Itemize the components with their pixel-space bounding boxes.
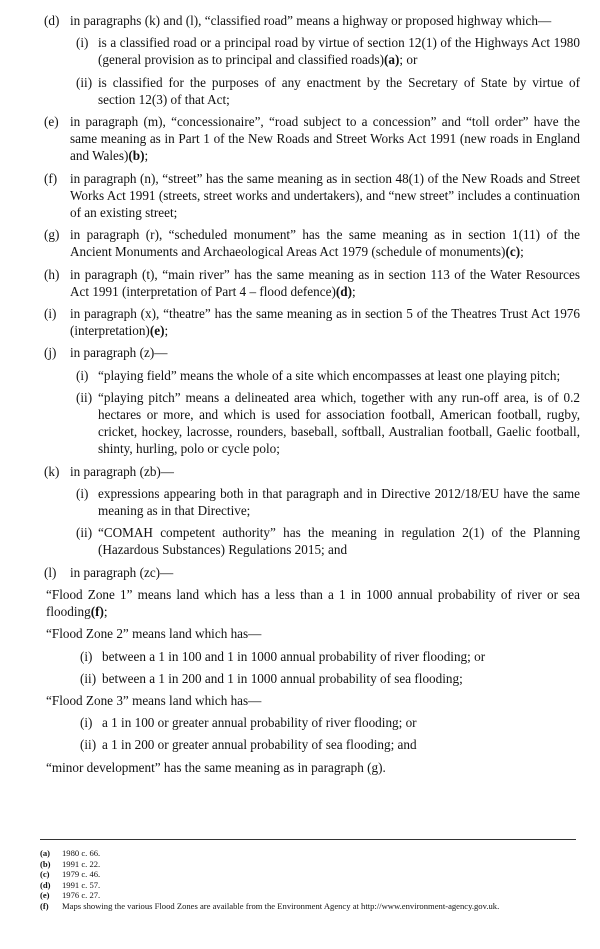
footnote-a (40, 848, 576, 859)
footnote-ref-d[interactable]: (d) (335, 283, 352, 299)
subparagraph-text: expressions appearing both in that paragraph and in Directive 2012/18/EU have the same meaning as in that Directive; (98, 485, 580, 519)
subparagraph-k-i (40, 485, 580, 519)
paragraph-f (40, 170, 580, 222)
paragraph-g (40, 226, 580, 260)
footnote-c (40, 869, 576, 880)
footnote-text: 1976 c. 27. (62, 890, 101, 901)
subparagraph-j-i (40, 367, 580, 384)
footnote-text: 1991 c. 57. (62, 879, 101, 890)
paragraph-h (40, 266, 580, 300)
footnote-label: (e) (40, 890, 50, 901)
paragraph-text: in paragraph (m), “concessionaire”, “road subject to a concession” and “toll order” have the same meaning as in Part 1 of the New Roads and Street Works Act 1991 (new roads in England and Wales) (70, 114, 580, 164)
paragraph-label: (f) (44, 170, 58, 186)
footnote-label: (c) (40, 869, 50, 880)
paragraph-label: (i) (44, 306, 57, 322)
subparagraph-k-ii (40, 524, 580, 558)
paragraph-text: in paragraph (t), “main river” has the same meaning as in section 113 of the Water Resources Act 1991 (interpretation of Part 4 – flood defence) (70, 266, 580, 299)
item-text: between a 1 in 100 and 1 in 1000 annual probability of river flooding; or (102, 648, 486, 664)
footnote-text: 1979 c. 46. (62, 869, 101, 880)
subparagraph-d-ii (40, 74, 580, 108)
paragraph-label: (j) (44, 345, 57, 361)
footnote-label: (a) (40, 848, 51, 858)
footnote-ref-c[interactable]: (c) (505, 244, 521, 260)
definition-text: “Flood Zone 2” means land which has— (46, 626, 262, 642)
subparagraph-text: is a classified road or a principal road by virtue of section 12(1) of the Highways Act 1980 (general provision as to principal and classified roads) (98, 35, 580, 68)
subparagraph-label: (ii) (76, 74, 93, 90)
subparagraph-text: is classified for the purposes of any enactment by the Secretary of State by virtue of section 12(3) of that Act; (98, 74, 580, 107)
legislation-body (40, 12, 580, 781)
paragraph-label: (d) (44, 13, 60, 28)
paragraph-label: (h) (44, 266, 60, 282)
footnotes (40, 848, 576, 912)
footnote-b (40, 859, 576, 870)
paragraph-i (40, 305, 580, 339)
subparagraph-text: “playing field” means the whole of a site which encompasses at least one playing pitch; (98, 367, 561, 383)
item-label: (i) (80, 648, 93, 664)
subparagraph-text: “COMAH competent authority” has the meaning in regulation 2(1) of the Planning (Hazardous Substances) Regulations 2015; and (98, 525, 580, 558)
flood-zone-3-item-i (40, 714, 580, 731)
footnote-text: Maps showing the various Flood Zones are available from the Environment Agency at http://www.environment-agency.gov.uk. (62, 900, 500, 911)
item-label: (ii) (80, 737, 97, 753)
subparagraph-tail: ; or (399, 52, 418, 68)
paragraph-text: in paragraph (zb)— (70, 463, 174, 479)
definition-flood-zone-3 (40, 692, 580, 709)
paragraph-tail: ; (351, 283, 356, 299)
item-label: (ii) (80, 670, 97, 686)
subparagraph-label: (i) (76, 485, 89, 501)
paragraph-l (40, 564, 580, 581)
paragraph-text: in paragraph (x), “theatre” has the same meaning as in section 5 of the Theatres Trust Act 1976 (interpretation) (70, 306, 580, 339)
subparagraph-label: (i) (76, 35, 89, 51)
paragraph-label: (l) (44, 564, 57, 580)
flood-zone-2-item-i (40, 648, 580, 665)
definition-tail: ; (103, 604, 108, 620)
paragraph-d (40, 12, 580, 29)
paragraph-text: in paragraphs (k) and (l), “classified road” means a highway or proposed highway which— (70, 13, 552, 28)
footnote-ref-f[interactable]: (f) (90, 604, 104, 620)
subparagraph-label: (i) (76, 367, 89, 383)
paragraph-label: (k) (44, 463, 60, 479)
paragraph-k (40, 463, 580, 480)
subparagraph-j-ii (40, 389, 580, 458)
footnote-d (40, 880, 576, 891)
paragraph-text: in paragraph (r), “scheduled monument” has the same meaning as in section 1(11) of the Ancient Monuments and Archaeological Areas Act 1979 (schedule of monuments) (70, 227, 580, 260)
flood-zone-3-item-ii (40, 736, 580, 753)
footnote-f (40, 901, 576, 912)
definition-text: “minor development” has the same meaning as in paragraph (g). (46, 759, 386, 775)
paragraph-label: (g) (44, 227, 60, 243)
definition-flood-zone-1 (40, 586, 580, 620)
paragraph-tail: ; (144, 148, 149, 164)
subparagraph-label: (ii) (76, 389, 93, 405)
paragraph-tail: ; (520, 244, 524, 260)
footnote-ref-e[interactable]: (e) (149, 323, 165, 339)
item-label: (i) (80, 715, 93, 731)
footnote-text: 1991 c. 22. (62, 858, 101, 869)
footnote-label: (f) (40, 900, 49, 911)
footnote-ref-b[interactable]: (b) (128, 148, 145, 164)
item-text: between a 1 in 200 and 1 in 1000 annual probability of sea flooding; (102, 670, 463, 686)
flood-zone-2-item-ii (40, 670, 580, 687)
item-text: a 1 in 200 or greater annual probability of sea flooding; and (102, 737, 417, 753)
paragraph-text: in paragraph (z)— (70, 345, 168, 361)
paragraph-j (40, 344, 580, 361)
definition-text: “Flood Zone 3” means land which has— (46, 692, 262, 708)
footnote-text: 1980 c. 66. (62, 848, 101, 858)
item-text: a 1 in 100 or greater annual probability of river flooding; or (102, 715, 417, 731)
paragraph-text: in paragraph (n), “street” has the same meaning as in section 48(1) of the New Roads and Street Works Act 1991 (streets, street works and undertakers), and “new street” includes a continuation of an existing street; (70, 170, 580, 221)
subparagraph-text: “playing pitch” means a delineated area which, together with any run-off area, is of 0.2 hectares or more, and which is used for association football, American football, rugby, cricket, hockey, lacrosse, rounders, baseball, softball, Australian football, Gaelic football, shinty, hurling, polo or cycle polo; (98, 389, 580, 457)
footnote-label: (b) (40, 858, 51, 869)
definition-minor-development (40, 759, 580, 776)
footnote-label: (d) (40, 879, 51, 890)
footnote-e (40, 890, 576, 901)
paragraph-text: in paragraph (zc)— (70, 564, 174, 580)
definition-text: “Flood Zone 1” means land which has a less than a 1 in 1000 annual probability of river or sea flooding (46, 586, 580, 620)
footnote-divider (40, 839, 576, 840)
footnote-ref-a[interactable]: (a) (384, 52, 400, 68)
paragraph-e (40, 113, 580, 165)
definition-flood-zone-2 (40, 625, 580, 642)
subparagraph-label: (ii) (76, 525, 93, 541)
paragraph-label: (e) (44, 114, 59, 130)
subparagraph-d-i (40, 34, 580, 68)
paragraph-tail: ; (164, 323, 169, 339)
